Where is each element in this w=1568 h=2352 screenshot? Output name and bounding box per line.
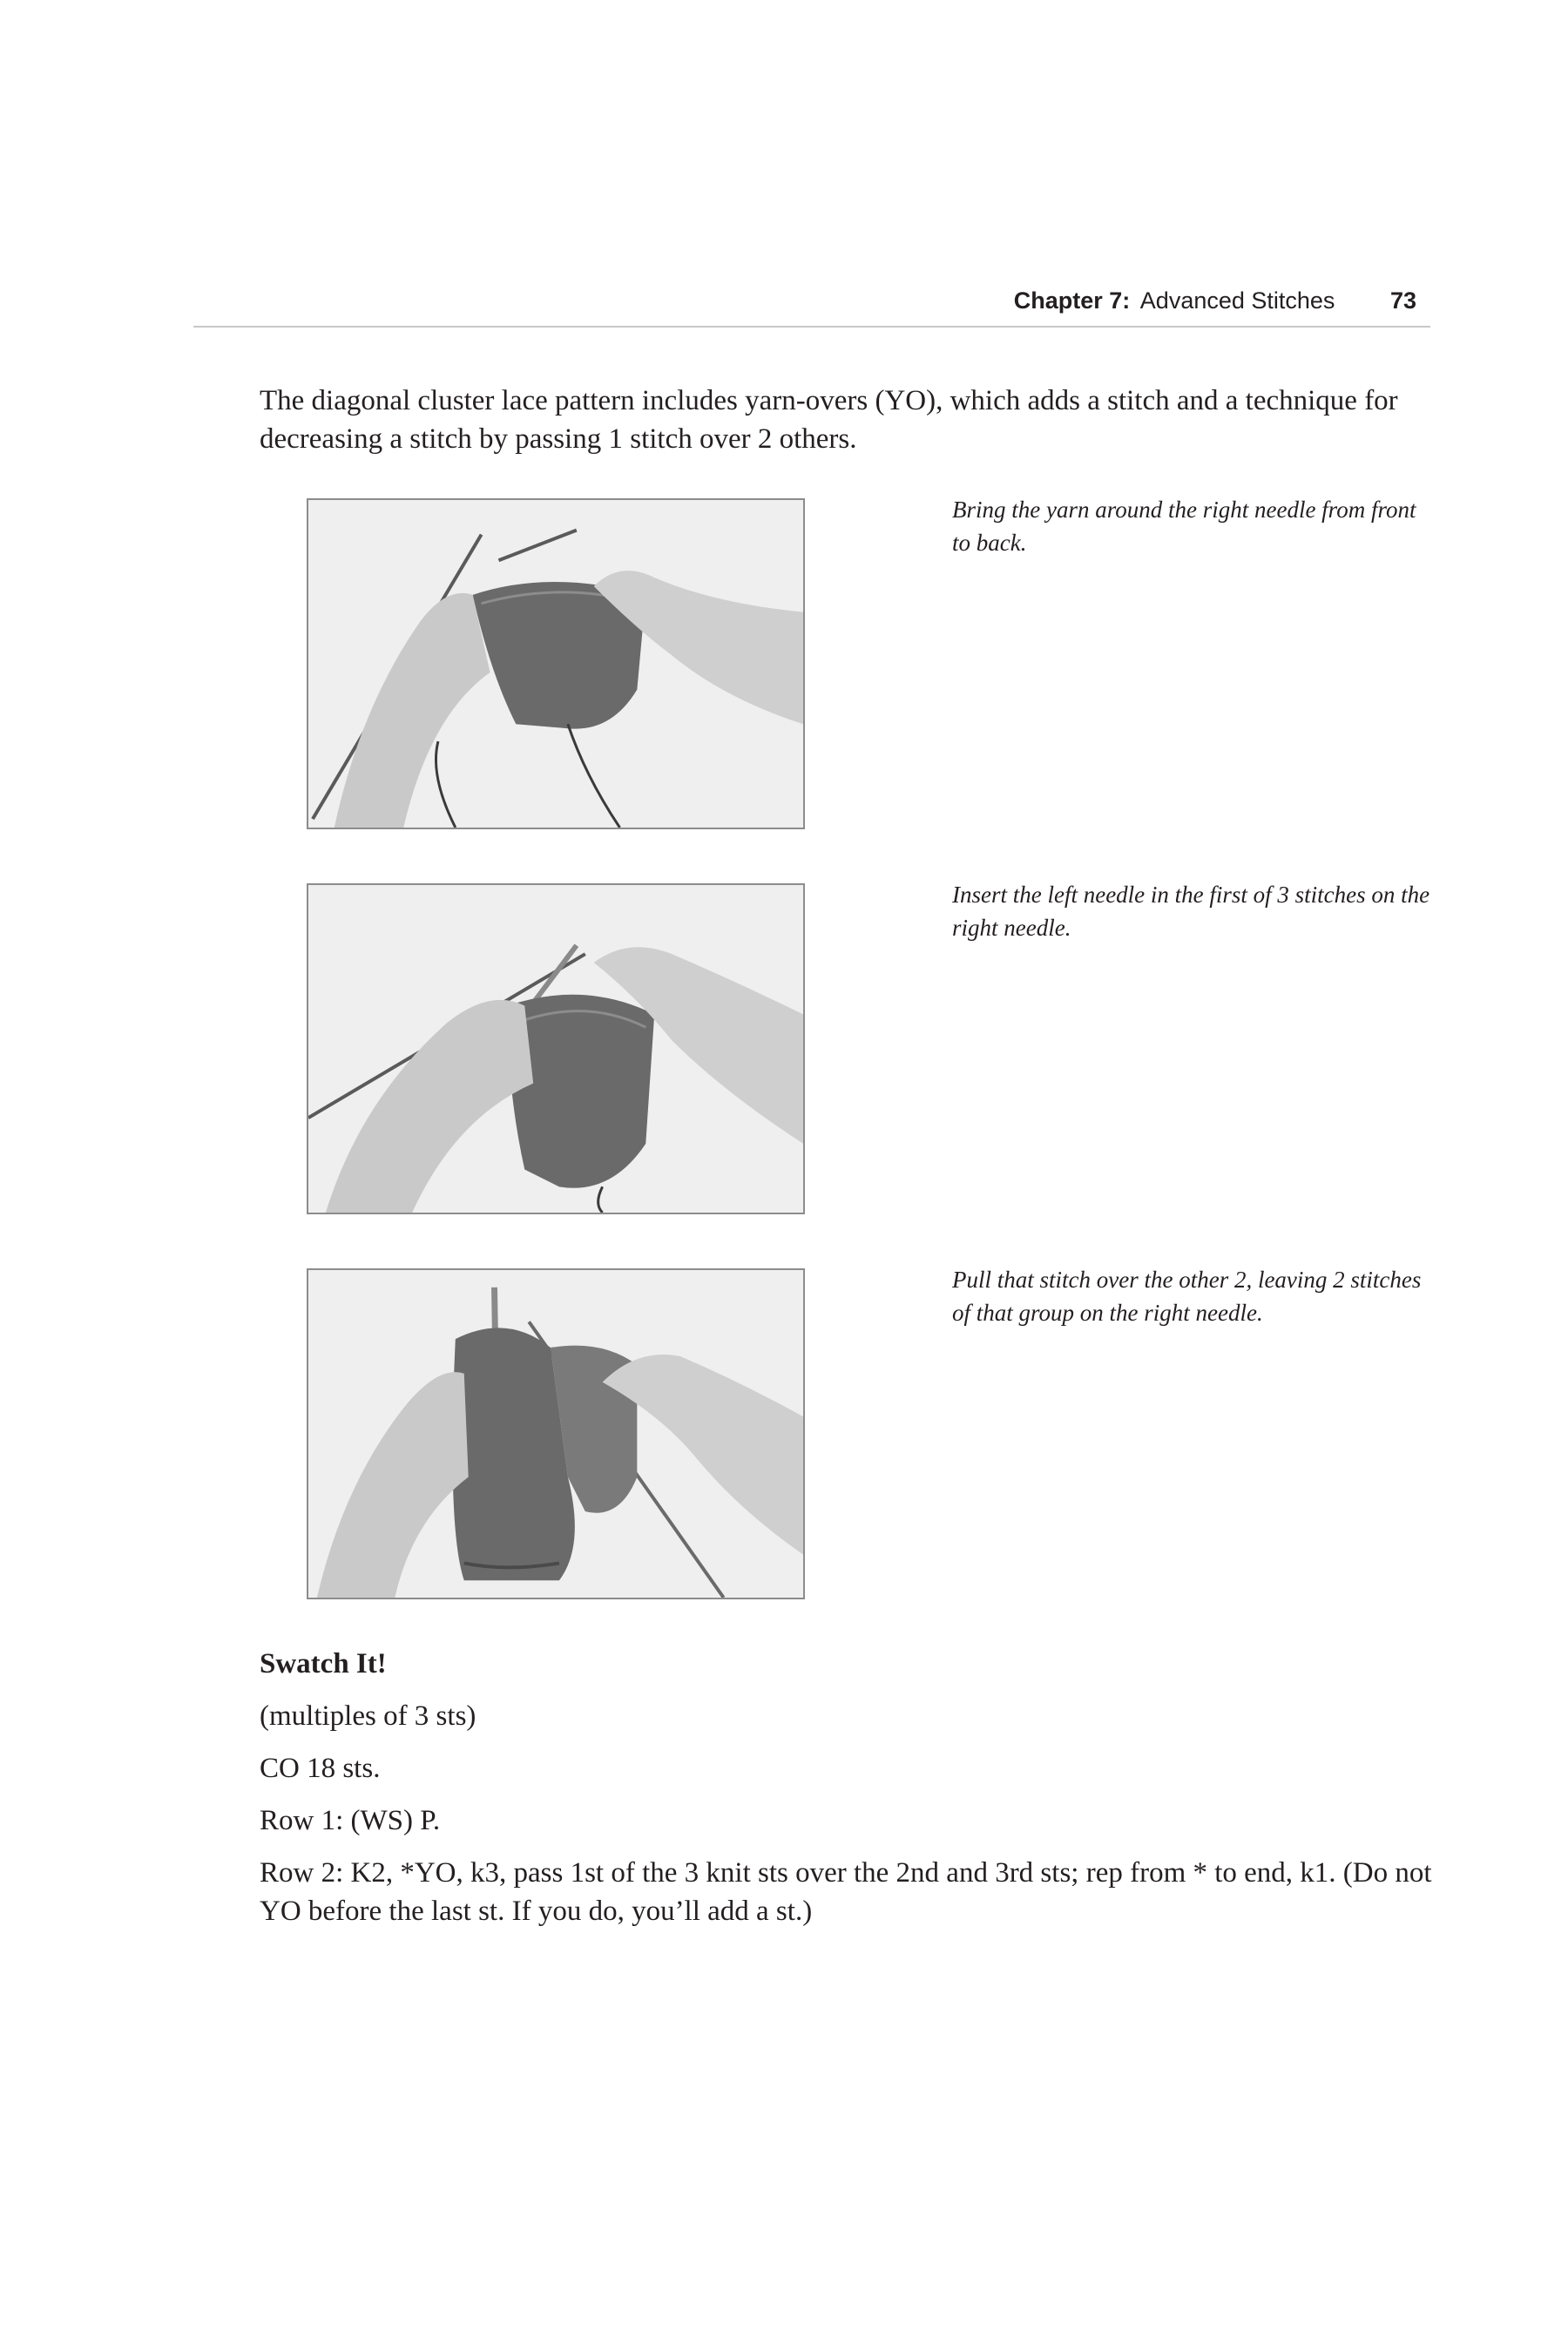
page-number: 73 <box>1389 287 1416 314</box>
intro-paragraph: The diagonal cluster lace pattern includes yarn-overs (YO), which adds a stitch and a technique for decreasing a stitch by passing 1 stitch over 2 others. <box>260 385 1398 455</box>
step-1-photo <box>307 498 805 829</box>
chapter-title: Advanced Stitches <box>1139 287 1335 314</box>
step-2-photo <box>307 883 805 1214</box>
swatch-multiples: (multiples of 3 sts) <box>260 1700 476 1732</box>
chapter-label: Chapter 7: <box>1013 287 1131 314</box>
running-header <box>193 287 1430 328</box>
step-3-caption: Pull that stitch over the other 2, leaving 2 stitches of that group on the right needle. <box>952 1267 1422 1326</box>
swatch-row-2: Row 2: K2, *YO, k3, pass 1st of the 3 knit sts over the 2nd and 3rd sts; rep from * to end, k1. (Do not YO before the last st. If you do, you’ll add a st.) <box>260 1857 1432 1927</box>
step-1-caption: Bring the yarn around the right needle from front to back. <box>952 497 1416 556</box>
swatch-row-1: Row 1: (WS) P. <box>260 1805 441 1836</box>
step-3-photo <box>307 1268 805 1599</box>
swatch-heading: Swatch It! <box>260 1648 387 1680</box>
step-2-caption: Insert the left needle in the first of 3 stitches on the right needle. <box>952 882 1430 941</box>
swatch-section <box>260 1645 1453 1944</box>
swatch-cast-on: CO 18 sts. <box>260 1753 381 1784</box>
